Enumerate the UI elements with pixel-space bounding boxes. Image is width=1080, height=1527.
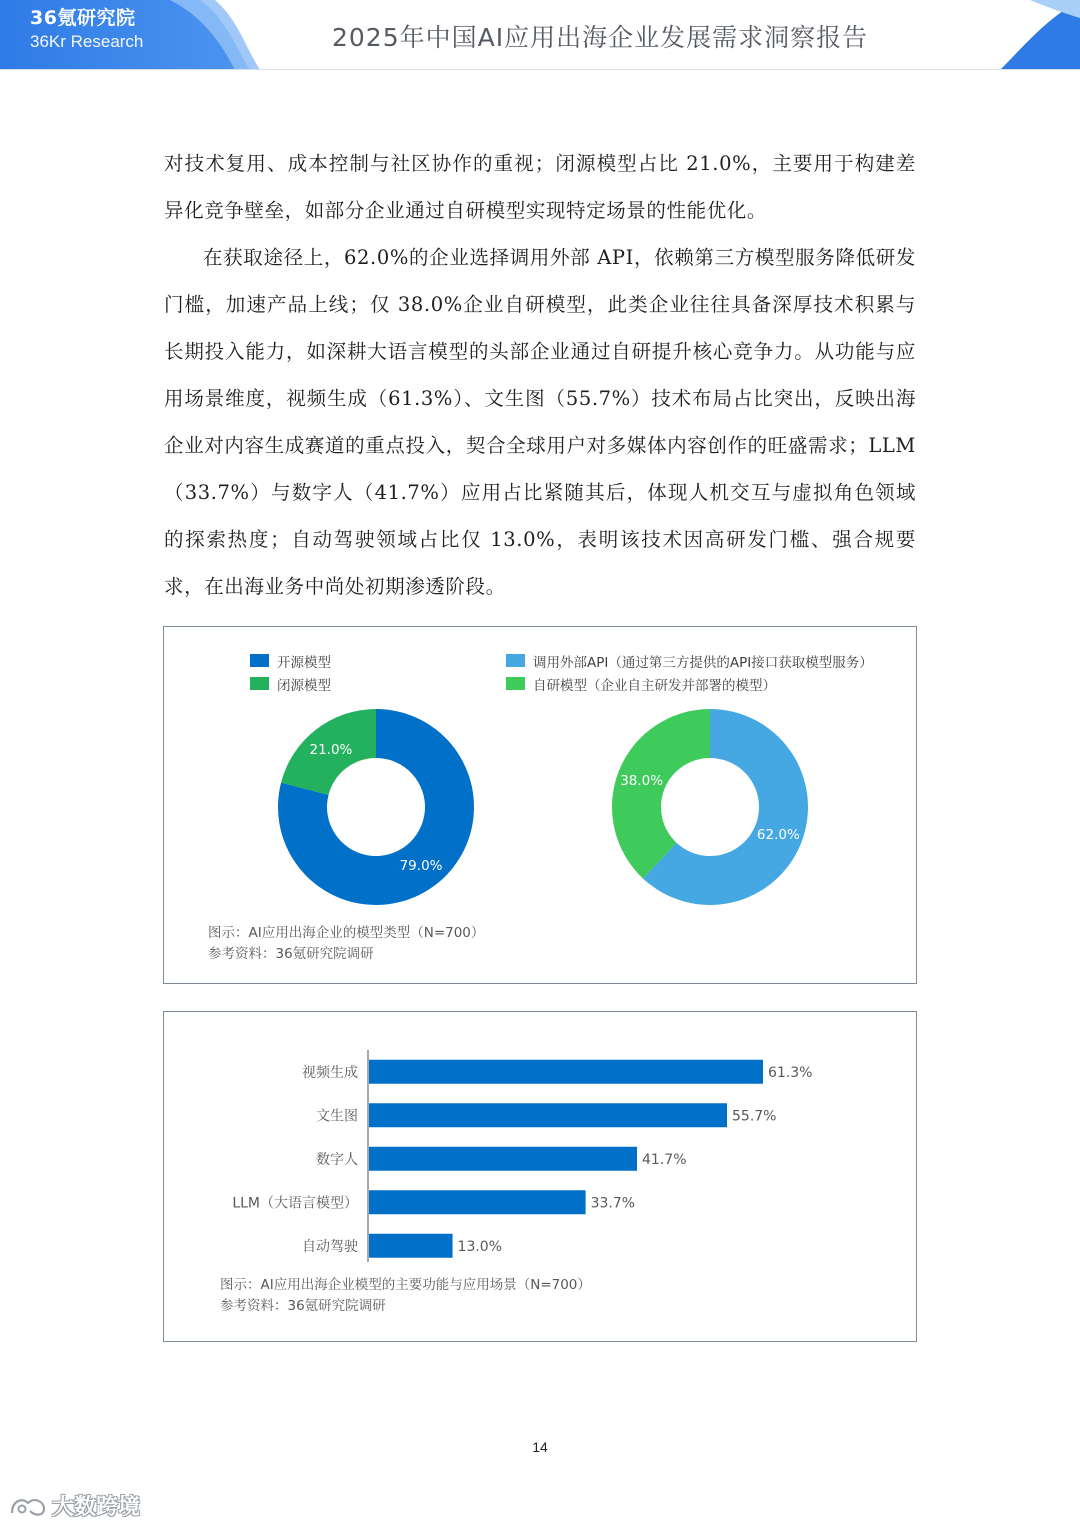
watermark-logo-icon — [8, 1493, 48, 1519]
figure-caption — [220, 1275, 591, 1317]
bar — [369, 1060, 763, 1084]
body-text — [164, 140, 916, 610]
bar — [369, 1147, 637, 1171]
report-title: 2025年中国AI应用出海企业发展需求洞察报告 — [332, 23, 869, 52]
legend-label: 自研模型（企业自主研发并部署的模型） — [533, 677, 776, 694]
bar-value-label: 33.7% — [590, 1195, 636, 1212]
caption-source: 参考资料：36氪研究院调研 — [208, 946, 374, 962]
caption-title: 图示：AI应用出海企业的模型类型（N=700） — [208, 925, 485, 941]
figure-model-type — [163, 626, 917, 984]
brand-logo — [30, 8, 143, 51]
legend-item — [250, 649, 331, 672]
bar-chart-functions — [164, 1042, 916, 1262]
legend-swatch — [506, 677, 525, 690]
legend-item — [506, 649, 873, 672]
legend-label: 闭源模型 — [277, 677, 331, 694]
donut-label: 38.0% — [620, 772, 664, 789]
page-number: 14 — [532, 1439, 548, 1455]
caption-title: 图示：AI应用出海企业模型的主要功能与应用场景（N=700） — [220, 1277, 591, 1293]
legend-right — [506, 649, 873, 695]
watermark — [8, 1490, 140, 1521]
legend-left — [250, 649, 331, 695]
donut-chart-open-closed — [276, 707, 476, 907]
legend-label: 调用外部API（通过第三方提供的API接口获取模型服务） — [533, 654, 873, 671]
donut-label: 62.0% — [756, 827, 800, 844]
bar-category-label: 文生图 — [316, 1108, 358, 1125]
donut-chart-api-inhouse — [610, 707, 810, 907]
bar-category-label: 自动驾驶 — [302, 1238, 358, 1255]
bar — [369, 1190, 586, 1214]
bar-value-label: 55.7% — [732, 1108, 777, 1125]
page-header — [0, 0, 1080, 70]
header-corner-shape — [990, 0, 1080, 70]
donut-label: 21.0% — [309, 741, 353, 758]
figure-caption — [208, 923, 484, 965]
watermark-text: 大数跨境 — [52, 1495, 141, 1520]
paragraph: 对技术复用、成本控制与社区协作的重视；闭源模型占比 21.0%，主要用于构建差异化竞争壁垒，如部分企业通过自研模型实现特定场景的性能优化。 — [164, 152, 916, 222]
bar-value-label: 13.0% — [457, 1238, 503, 1255]
figure-function-scenario — [163, 1011, 917, 1342]
legend-swatch — [250, 654, 269, 667]
legend-item — [250, 672, 331, 695]
legend-label: 开源模型 — [277, 654, 331, 671]
legend-swatch — [506, 654, 525, 667]
caption-source: 参考资料：36氪研究院调研 — [220, 1298, 386, 1314]
bar — [369, 1234, 453, 1258]
donut-label: 79.0% — [399, 858, 443, 875]
bar-value-label: 41.7% — [642, 1151, 687, 1168]
bar-category-label: 数字人 — [316, 1151, 358, 1168]
donut-slice — [612, 709, 710, 878]
legend-swatch — [250, 677, 269, 690]
brand-name-en: 36Kr Research — [30, 31, 144, 51]
bar — [369, 1103, 727, 1127]
paragraph: 在获取途径上，62.0%的企业选择调用外部 API，依赖第三方模型服务降低研发门槛，加速产品上线；仅 38.0%企业自研模型，此类企业往往具备深厚技术积累与长期投入能力，如深耕大语言模型的头部企业通过自研提升核心竞争力。从功能与应用场景维度，视频生成（61.3%）、文生图（55.7%）技术布局占比突出，反映出海企业对内容生成赛道的重点投入，契合全球用户对多媒体内容创作的旺盛需求；LLM（33.7%）与数字人（41.7%）应用占比紧随其后，体现人机交互与虚拟角色领域的探索热度；自动驾驶领域占比仅 13.0%，表明该技术因高研发门槛、强合规要求，在出海业务中尚处初期渗透阶段。 — [164, 246, 916, 598]
legend-item — [506, 672, 873, 695]
bar-category-label: 视频生成 — [302, 1064, 358, 1081]
bar-category-label: LLM（大语言模型） — [232, 1195, 358, 1212]
brand-name-cn: 36氪研究院 — [30, 7, 136, 29]
bar-value-label: 61.3% — [768, 1064, 813, 1081]
